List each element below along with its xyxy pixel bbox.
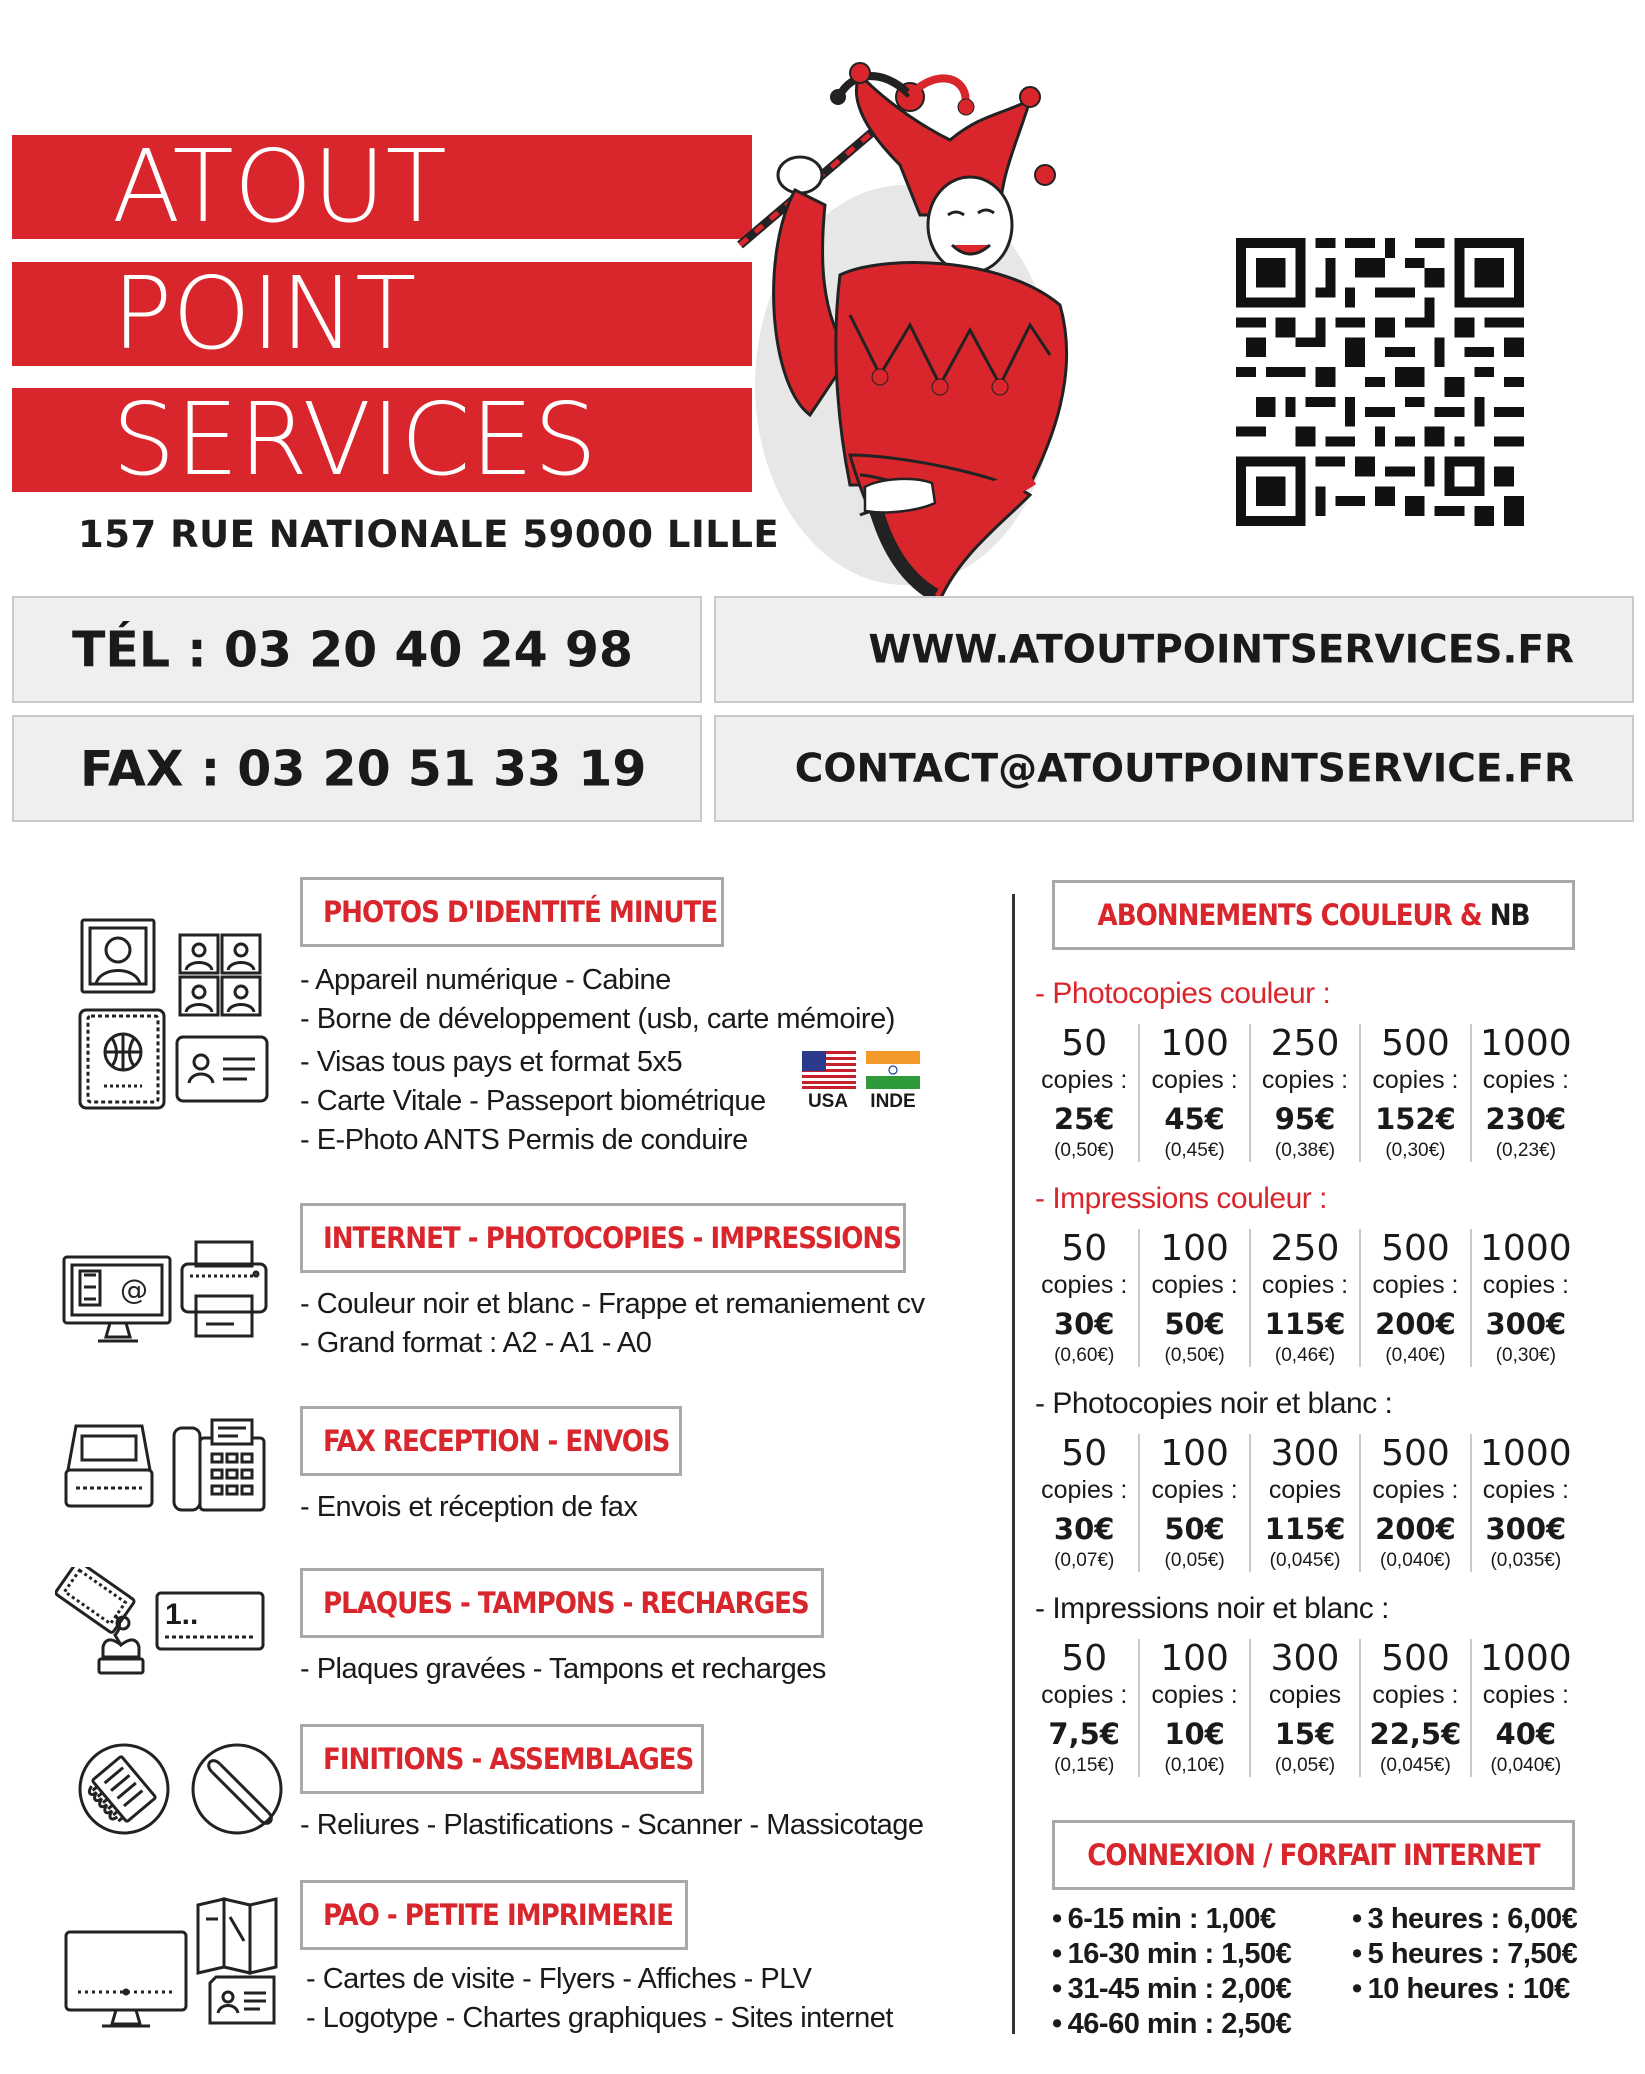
list-item: - Grand format : A2 - A1 - A0 [300,1327,652,1359]
list-item: - Plaques gravées - Tampons et recharges [300,1653,826,1685]
price-tier: 500 copies : 152€ (0,30€) [1359,1024,1469,1162]
flag-label-inde: INDE [870,1091,916,1112]
column-divider [1012,894,1015,2034]
tel-box [12,596,702,703]
passport-icon [78,1008,168,1110]
tel-text[interactable]: TÉL : 03 20 40 24 98 [72,621,634,678]
business-card-icon [208,1975,276,2025]
list-item: - E-Photo ANTS Permis de conduire [300,1124,748,1156]
section-lines-pao [306,1960,893,2038]
binding-icon [77,1742,171,1836]
web-box [714,596,1634,703]
india-flag-icon [866,1051,920,1089]
price-tier: 300 copies 15€ (0,05€) [1249,1639,1359,1777]
group-label-photocopies-nb: - Photocopies noir et blanc : [1035,1387,1393,1420]
section-title-finitions: FINITIONS - ASSEMBLAGES [300,1724,704,1794]
qr-code-icon[interactable] [1235,238,1525,526]
list-item: • 3 heures : 6,00€ [1352,1902,1577,1937]
fax-machine-icon [172,1418,268,1512]
jester-mascot [700,55,1120,615]
brand-line-1: ATOUT [112,128,447,245]
scanner-icon [64,1422,154,1512]
list-item: - Cartes de visite - Flyers - Affiches - PLV [306,1963,812,1995]
price-tier: 1000 copies : 300€ (0,035€) [1470,1434,1580,1572]
abonnements-title-nb: NB [1489,898,1530,932]
section-title-plaques: PLAQUES - TAMPONS - RECHARGES [300,1568,824,1638]
section-lines-finitions [300,1806,924,1845]
price-tier: 50 copies : 25€ (0,50€) [1041,1023,1128,1161]
section-lines-fax [300,1488,637,1527]
list-item: - Logotype - Chartes graphiques - Sites internet [306,2002,893,2034]
stamp-icon [55,1567,165,1682]
id-card-icon [175,1035,270,1105]
section-title-abonnements [1052,880,1575,950]
section-title-internet: INTERNET - PHOTOCOPIES - IMPRESSIONS [300,1203,906,1273]
list-item: - Visas tous pays et format 5x5 [300,1046,683,1078]
list-item: • 6-15 min : 1,00€ [1052,1902,1291,1937]
svg-text:@: @ [120,1273,148,1306]
price-tier: 250 copies : 95€ (0,38€) [1249,1024,1359,1162]
price-tier: 50 copies : 7,5€ (0,15€) [1041,1638,1128,1776]
abonnements-title-red: ABONNEMENTS COULEUR & [1097,898,1482,932]
price-tier: 100 copies : 45€ (0,45€) [1138,1024,1248,1162]
brochure-icon [196,1897,278,1977]
brand-bar-2 [12,255,752,372]
email-link[interactable]: CONTACT@ATOUTPOINTSERVICE.FR [794,746,1574,791]
group-label-photocopies-couleur: - Photocopies couleur : [1035,977,1331,1010]
list-item: • 5 heures : 7,50€ [1352,1937,1577,1972]
section-lines-plaques [300,1650,826,1689]
price-tier: 50 copies : 30€ (0,60€) [1041,1228,1128,1366]
list-item: - Envois et réception de fax [300,1491,638,1523]
price-table-photocopies-couleur [1030,1024,1580,1162]
laminate-icon [190,1742,284,1836]
internet-rates-hours [1352,1902,1577,2007]
price-tier: 100 copies : 50€ (0,05€) [1138,1434,1248,1572]
list-item: • 31-45 min : 2,00€ [1052,1972,1291,2007]
flag-label-usa: USA [807,1091,849,1112]
section-title-photos: PHOTOS D'IDENTITÉ MINUTE [300,877,724,947]
list-item: • 10 heures : 10€ [1352,1972,1577,2007]
price-table-impressions-nb [1030,1639,1580,1777]
fax-box [12,715,702,822]
list-item: - Borne de développement (usb, carte mémoire) [300,1003,895,1035]
price-tier: 250 copies : 115€ (0,46€) [1249,1229,1359,1367]
usa-flag-icon [802,1051,856,1089]
website-link[interactable]: WWW.ATOUTPOINTSERVICES.FR [868,627,1574,672]
email-box [714,715,1634,822]
list-item: - Carte Vitale - Passeport biométrique [300,1085,766,1117]
address: 157 RUE NATIONALE 59000 LILLE [78,513,780,556]
brand-bar-1 [12,128,752,245]
list-item: - Couleur noir et blanc - Frappe et remaniement cv [300,1288,925,1320]
internet-rates-minutes [1052,1902,1291,2042]
price-tier: 500 copies : 200€ (0,040€) [1359,1434,1469,1572]
monitor-icon [64,1930,190,2030]
section-title-fax: FAX RECEPTION - ENVOIS [300,1406,682,1476]
price-table-photocopies-nb [1030,1434,1580,1572]
price-tier: 50 copies : 30€ (0,07€) [1041,1433,1128,1571]
section-lines-internet [300,1285,925,1363]
computer-icon [62,1255,174,1345]
printer-icon [178,1240,270,1340]
plate-text: 1.. [165,1598,199,1631]
fax-text: FAX : 03 20 51 33 19 [80,740,647,797]
price-table-impressions-couleur [1030,1229,1580,1367]
price-tier: 500 copies : 200€ (0,40€) [1359,1229,1469,1367]
price-tier: 1000 copies : 40€ (0,040€) [1470,1639,1580,1777]
brand-line-2: POINT [112,255,417,372]
price-tier: 500 copies : 22,5€ (0,045€) [1359,1639,1469,1777]
section-title-connexion: CONNEXION / FORFAIT INTERNET [1052,1820,1575,1890]
list-item: • 16-30 min : 1,50€ [1052,1937,1291,1972]
brand-bar-3 [12,381,752,498]
list-item: - Reliures - Plastifications - Scanner - Massicotage [300,1809,924,1841]
list-item: - Appareil numérique - Cabine [300,964,671,996]
section-title-pao: PAO - PETITE IMPRIMERIE [300,1880,688,1950]
price-tier: 1000 copies : 300€ (0,30€) [1470,1229,1580,1367]
id-photo-icon [80,918,270,1018]
group-label-impressions-couleur: - Impressions couleur : [1035,1182,1327,1215]
group-label-impressions-nb: - Impressions noir et blanc : [1035,1592,1389,1625]
price-tier: 100 copies : 50€ (0,50€) [1138,1229,1248,1367]
brand-line-3: SERVICES [112,381,598,498]
list-item: • 46-60 min : 2,50€ [1052,2007,1291,2042]
price-tier: 100 copies : 10€ (0,10€) [1138,1639,1248,1777]
price-tier: 1000 copies : 230€ (0,23€) [1470,1024,1580,1162]
price-tier: 300 copies 115€ (0,045€) [1249,1434,1359,1572]
